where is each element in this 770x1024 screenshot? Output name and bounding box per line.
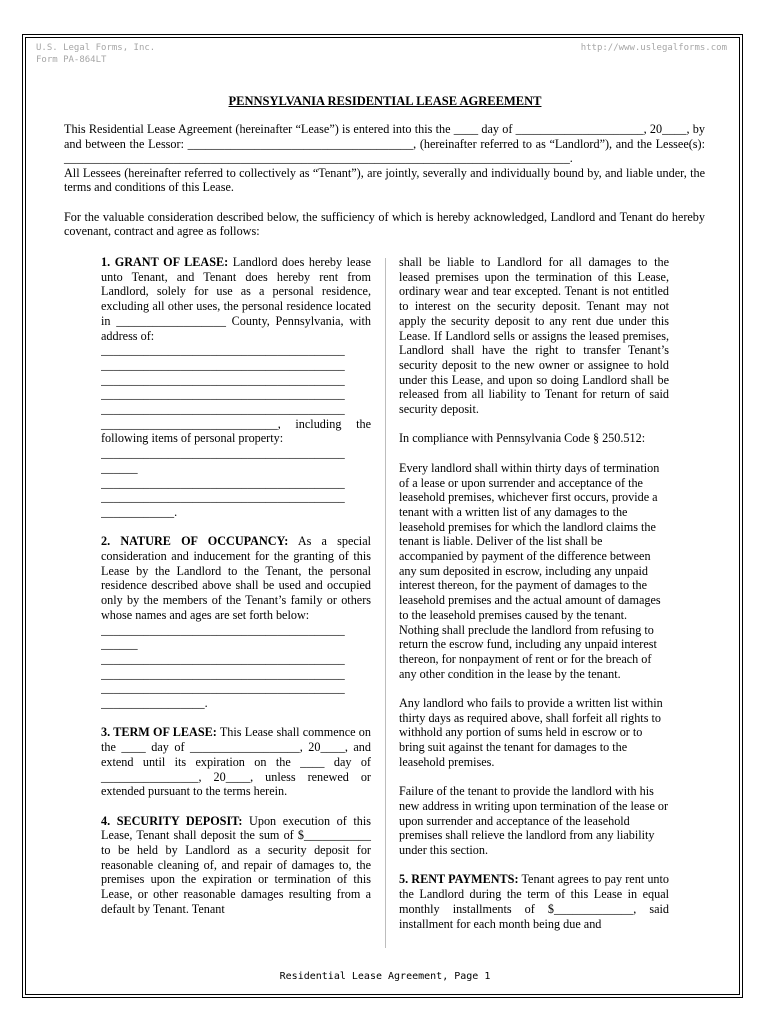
pa-code-paragraph-1: Every landlord shall within thirty days of termination of a lease or upon surrender and acceptance of the leasehold premises, whichever first occurs, provide a tenant with a written list of any damages to the leasehold premises for which the landlord claims the tenant is liable. Deliver of the list shall be accompanied by payment of the difference between any sum deposited in escrow, including any unpaid interest thereon, for the payment of damages to the leasehold premises and the actual amount of damages to the leasehold premises caused by the tenant. Nothing shall preclude the landlord from refusing to return the escrow fund, including any unpaid interest thereon, for nonpayment of rent or for the breach of any other condition in the lease by the tenant. xyxy=(399,460,661,681)
blank-line: ________________________________________ xyxy=(101,387,345,402)
section-nature-of-occupancy xyxy=(101,534,371,622)
pa-code-paragraph-2: Any landlord who fails to provide a written list within thirty days as required above, shall forfeit all rights to withhold any portion of sums held in escrow or to bring suit against the tenant for damages to the leasehold premises. xyxy=(399,696,663,769)
pa-code-paragraph-3: Failure of the tenant to provide the landlord with his new address in writing upon termination of the lease or upon surrender and acceptance of the leasehold premises shall relieve the landlord from any liability under this section. xyxy=(399,784,669,858)
section-term-of-lease xyxy=(101,725,371,799)
security-deposit-continued: shall be liable to Landlord for all damages to the leased premises upon the termination of this Lease, ordinary wear and tear excepted. Tenant is not entitled to interest on the security deposit. Tenant may not apply the security deposit to any rent due under this Lease. If Landlord sells or assigns the leased premises, Landlord shall have the right to transfer Tenant’s security deposit to the new owner or assignee to hold under this Lease, and upon so doing Landlord shall be released from all liability to Tenant for return of said security deposit. xyxy=(399,255,669,417)
blank-line: ________________________________________ xyxy=(101,372,345,387)
document-title: PENNSYLVANIA RESIDENTIAL LEASE AGREEMENT xyxy=(228,94,542,108)
blank-line-end: _________________. xyxy=(101,696,208,711)
blank-line: ________________________________________ xyxy=(101,475,345,490)
header-url: http://www.uslegalforms.com xyxy=(580,43,727,53)
header-publisher-name: U.S. Legal Forms, Inc. xyxy=(36,43,156,53)
section-heading: 1. GRANT OF LEASE: xyxy=(101,255,229,269)
intro-paragraph-parties: This Residential Lease Agreement (hereinafter “Lease”) is entered into this the ____ day of _____________________, 20____, by and between the Lessor: _____________________________________, (hereinafter referred to as “Landlord”), and the Lessee(s): ___________________________________________________________________________________. xyxy=(64,122,705,166)
personal-property-line: _____________________________, including the following items of personal property: xyxy=(101,416,371,446)
blank-line-short: ______ xyxy=(101,637,138,652)
blank-line: ________________________________________ xyxy=(101,651,345,666)
section-grant-of-lease xyxy=(101,255,371,343)
column-divider xyxy=(385,258,386,948)
blank-line-short: ______ xyxy=(101,460,138,475)
section-text: This Lease shall commence on the ____ day of __________________, 20____, and extend until its expiration on the ____ day of ________________, 20____, unless renewed or extended pursuant to the terms herein. xyxy=(101,725,371,799)
section-text: Tenant agrees to pay rent unto the Landlord during the term of this Lease in equal monthly installments of $_____________, said installment for each month being due and xyxy=(399,872,669,931)
blank-line: ________________________________________ xyxy=(101,490,345,505)
section-rent-payments xyxy=(399,872,669,931)
header-publisher xyxy=(36,42,155,66)
section-security-deposit xyxy=(101,814,371,917)
blank-line: ________________________________________ xyxy=(101,357,345,372)
section-heading: 2. NATURE OF OCCUPANCY: xyxy=(101,534,289,549)
blank-line: ________________________________________ xyxy=(101,446,345,461)
left-column xyxy=(101,255,371,917)
blank-line-end: ____________. xyxy=(101,504,178,519)
intro-paragraph-consideration: For the valuable consideration described below, the sufficiency of which is hereby acknowledged, Landlord and Tenant do hereby covenant, contract and agree as follows: xyxy=(64,209,705,239)
blank-line: ________________________________________ xyxy=(101,681,345,696)
header-form-number: Form PA-864LT xyxy=(36,55,107,65)
intro-section xyxy=(64,122,705,239)
section-text: Landlord does hereby lease unto Tenant, and Tenant does hereby rent from Landlord, solely for use as a personal residence, excluding all other uses, the personal residence located in __________________ County, Pennsylvania, with address of: xyxy=(101,255,372,343)
blank-line: ________________________________________ xyxy=(101,402,345,417)
section-text: Upon execution of this Lease, Tenant shall deposit the sum of $___________ to be held by Landlord as a security deposit for reasonable cleaning of, and repair of damages to, the premises upon the expiration or termination of this Lease, or other reasonable damages resulting from a default by Tenant. Tenant xyxy=(101,813,371,916)
blank-line: ________________________________________ xyxy=(101,622,345,637)
pa-code-reference: In compliance with Pennsylvania Code § 250.512: xyxy=(399,431,646,446)
page-footer: Residential Lease Agreement, Page 1 xyxy=(279,971,491,982)
section-heading: 4. SECURITY DEPOSIT: xyxy=(101,813,243,828)
section-heading: 3. TERM OF LEASE: xyxy=(101,725,217,740)
section-heading: 5. RENT PAYMENTS: xyxy=(399,872,519,887)
section-text: As a special consideration and inducement for the granting of this Lease by the Landlord to the Tenant, the personal residence described above shall be used and occupied only by the members of the Tenant’s family or others whose names and ages are set forth below: xyxy=(101,534,371,622)
blank-line: ________________________________________ xyxy=(101,666,345,681)
blank-line: ________________________________________ xyxy=(101,343,345,358)
right-column xyxy=(399,255,669,931)
intro-paragraph-lessees: All Lessees (hereinafter referred to collectively as “Tenant”), are jointly, severally and individually bound by, and liable under, the terms and conditions of this Lease. xyxy=(64,165,705,195)
